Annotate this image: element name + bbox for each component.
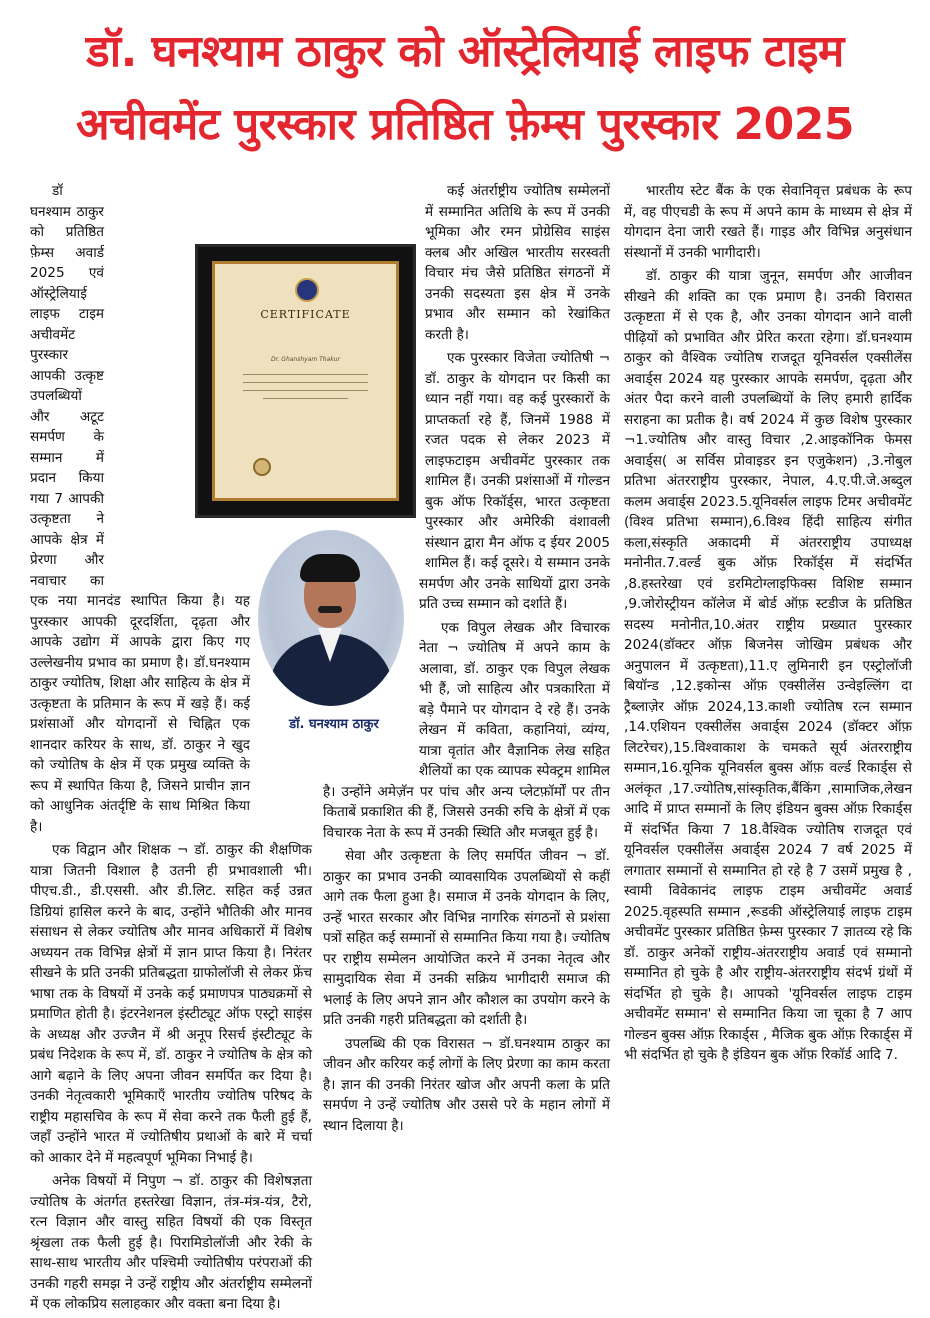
article-column-3 bbox=[624, 181, 912, 1069]
paragraph: अनेक विषयों में निपुण ¬ डॉ. ठाकुर की विशेषज्ञता ज्योतिष के अंतर्गत हस्तरेखा विज्ञान, तंत्र-मंत्र-यंत्र, टैरो, रत्न विज्ञान और वास्तु सहित विषयों की एक विस्तृत श्रृंखला तक फैली हुई है। पिरामिडोलॉजी और रेकी के साथ-साथ भारतीय और पश्चिमी ज्योतिषीय परंपराओं की उनकी गहरी समझ ने उन्हें राष्ट्रीय और अंतर्राष्ट्रीय सम्मेलनों में एक लोकप्रिय सलाहकार और वक्ता बना दिया है। bbox=[30, 1173, 312, 1312]
paragraph: एक विपुल लेखक और विचारक नेता ¬ ज्योतिष में अपने काम के अलावा, डॉ. ठाकुर एक विपुल लेखक भी हैं, जो साहित्य और पत्रकारिता में बड़े पैमाने पर योगदान दे रहे हैं। उनके लेखन में कविता, कहानियां, व्यंग्य, यात्रा वृतांत और वैज्ञानिक लेख सहित शैलियों का एक व्यापक स्पेक्ट्रम शामिल है। उन्होंने अमेज़ॅन पर पांच और अन्य प्लेटफ़ॉर्मों पर तीन किताबें प्रकाशित की हैं, जिससे उनकी रुचि के क्षेत्रों में एक विचारक नेता के रूप में उनकी स्थिति और मजबूत हुई है। bbox=[323, 619, 610, 841]
paragraph: कई अंतर्राष्ट्रीय ज्योतिष सम्मेलनों में सम्मानित अतिथि के रूप में उनकी भूमिका और रमन प्रोग्रेसिव साइंस क्लब और अखिल भारतीय सरस्वती विचार मंच जैसे प्रतिष्ठित संगठनों में उनकी सदस्यता इस क्षेत्र में उनके प्रभाव और सम्मान को रेखांकित करती है। bbox=[425, 183, 610, 343]
headline-line-1: डॉ. घनश्याम ठाकुर को ऑस्ट्रेलियाई लाइफ टाइम bbox=[86, 26, 844, 77]
paragraph: डॉ. ठाकुर की यात्रा जुनून, समर्पण और आजीवन सीखने की शक्ति का एक प्रमाण है। उनकी विरासत उत्कृष्टता में से एक है, और उनका योगदान आने वाली पीढ़ियों को प्रभावित और प्रेरित करता रहेगा। डॉ.घनश्याम ठाकुर को वैश्विक ज्योतिष राजदूत यूनिवर्सल एक्सीलेंस अवार्ड्स 2024 यह पुरस्कार आपके समर्पण, दृढ़ता और अंतर पैदा करने वाली उपलब्धियों के लिए हमारी हार्दिक सराहना का प्रतीक है। वर्ष 2024 में कुछ विशेष पुरस्कार ¬1.ज्योतिष और वास्तु विचार ,2.आइकॉनिक फेमस अवार्ड्स( अ सर्विस प्रोवाइडर इन एजुकेशन) ,3.नोबुल प्रतिभा अंतरराष्ट्रीय पुरस्कार, नेपाल, 4.ए.पी.जे.अब्दुल कलम अवार्ड्स 2023.5.यूनिवर्सल लाइफ टिमर अचीवमेंट (विश्व प्रतिभा सम्मान),6.विश्व हिंदी साहित्य संगीत कला,संस्कृति अकादमी में अंतरराष्ट्रीय उपाध्यक्ष मनोनीत.7.वर्ल्ड बुक ऑफ़ रिकॉर्ड्स में संदर्भित ,8.हस्तरेखा एवं डरमिटोग्लाइफिक्स विशिष्ट सम्मान ,9.जोरोस्ट्रीयन कॉलेज में बोर्ड ऑफ़ स्टडीज के प्रतिष्ठित सदस्य मनोनीत,10.अंतर राष्ट्रीय प्रख्यात पुरस्कार 2024(डॉक्टर ऑफ़ बिजनेस जोखिम प्रबंधक और अनुपालन में उत्कृष्टता),11.ए लुमिनारी इन एस्ट्रोलॉजी बियॉन्ड ,12.इकोन्स ऑफ़ एक्सीलेंस उन्वेइल्लिंग दा ट्रैब्लाज़ेर ऑफ़ 2024,13.काशी ज्योतिष रत्न सम्मान ,14.एशियन एक्सीलेंस अवार्ड्स 2024 (डॉक्टर ऑफ़ लिटरेचर),15.विश्वाकाश के चमकते सूर्य अंतरराष्ट्रीय सम्मान,16.यूनिक यूनिवर्सल बुक्स ऑफ़ वर्ल्ड रिकार्ड्स से अलंकृत ,17.ज्योतिष,सांस्कृतिक,बैंकिंग ,सामाजिक,लेखन आदि में प्राप्त सम्मानों के लिए इंडियन बुक्स ऑफ़ रिकार्ड्स में संदर्भित किया 7 18.वैश्विक ज्योतिष राजदूत एवं यूनिवर्सल एक्सीलेंस अवार्ड्स 2024 7 वर्ष 2025 में लगातार सम्मानों से सम्मानित हो रहे है 7 उसमें प्रमुख है , स्वामी विवेकानंद लाइफ टाइम अचीवमेंट अवार्ड 2025.वृहस्पति सम्मान ,रूडकी ऑस्ट्रेलियाई लाइफ टाइम अचीवमेंट पुरस्कार प्रतिष्ठित फ़ेम्स पुरस्कार 7 ज्ञातव्य रहे कि डॉ. ठाकुर अनेकों राष्ट्रीय-अंतरराष्ट्रीय अवार्ड एवं सम्मानो सम्मानित हो चुके है और राष्ट्रीय-अंतरराष्ट्रीय संदर्भ ग्रंथों में संदर्भित हो चुके है। आपको 'यूनिवर्सल लाइफ टाइम अचीवमेंट सम्मान' से सम्मानित किया जा चूका है 7 आप गोल्डन बुक्स ऑफ़ रिकार्ड्स , मैजिक बुक ऑफ़ रिकार्ड्स में भी संदर्भित हो चुके है इंडियन बुक ऑफ़ रिकॉर्ड आदि 7. bbox=[624, 268, 912, 1063]
article-column-2 bbox=[323, 181, 610, 1139]
paragraph: एक पुरस्कार विजेता ज्योतिषी ¬ डॉ. ठाकुर के योगदान पर किसी का ध्यान नहीं गया। वह कई पुरस्कारों के प्राप्तकर्ता रहे हैं, जिनमें 1988 में रजत पदक से लेकर 2023 में लाइफटाइम अचीवमेंट पुरस्कार तक शामिल हैं। उनकी प्रशंसाओं में गोल्डन बुक ऑफ रिकॉर्ड्स, भारत उत्कृष्टता पुरस्कार और अमेरिकी वंशावली संस्थान द्वारा मैन ऑफ द ईयर 2005 शामिल हैं। कई दूसरे। ये सम्मान उनके समर्पण और उनके साथियों द्वारा उनके प्रति उच्च सम्मान को दर्शाते हैं। bbox=[419, 350, 610, 612]
paragraph: भारतीय स्टेट बैंक के एक सेवानिवृत्त प्रबंधक के रूप में, वह पीएचडी के रूप में अपने काम के माध्यम से क्षेत्र में योगदान देना जारी रखते हैं। गाइड और विभिन्न अनुसंधान संस्थानों में उनकी भागीदारी। bbox=[624, 183, 912, 261]
photo-caption: डॉ. घनश्याम ठाकुर bbox=[289, 717, 379, 732]
certificate-title: CERTIFICATE bbox=[260, 308, 351, 321]
article-column-1 bbox=[30, 181, 312, 1318]
headline-line-2: अचीवमेंट पुरस्कार प्रतिष्ठित फ़ेम्स पुरस्कार 2025 bbox=[76, 99, 854, 150]
paragraph: उपलब्धि की एक विरासत ¬ डॉ.घनश्याम ठाकुर का जीवन और करियर कई लोगों के लिए प्रेरणा का काम करता है। ज्ञान की उनकी निरंतर खोज और अपनी कला के प्रति समर्पण ने उन्हें ज्योतिष और उससे परे के महान लोगों में स्थान दिलाया है। bbox=[323, 1035, 610, 1134]
headline bbox=[0, 0, 930, 178]
paragraph: एक विद्वान और शिक्षक ¬ डॉ. ठाकुर की शैक्षणिक यात्रा जितनी विशाल है उतनी ही प्रभावशाली भी। पीएच.डी., डी.एससी. और डी.लिट. सहित कई उन्नत डिग्रियां हासिल करने के बाद, उन्होंने भौतिकी और मानव संसाधन से लेकर ज्योतिष और मानव अधिकारों में विशेष अध्ययन तक विभिन्न क्षेत्रों में ज्ञान प्राप्त किया है। निरंतर सीखने के प्रति उनकी प्रतिबद्धता ग्राफोलॉजी से लेकर फ्रेंच भाषा तक के विषयों में उनके कई प्रमाणपत्र पाठ्यक्रमों से प्रमाणित होती है। इंटरनेशनल इंस्टीट्यूट ऑफ एस्ट्रो साइंस के अध्यक्ष और उज्जैन में श्री अनूप रिसर्च इंस्टीट्यूट के प्रबंध निदेशक के रूप में, डॉ. ठाकुर ने ज्योतिष के क्षेत्र को आगे बढ़ाने के लिए अपना जीवन समर्पित कर दिया है। उनकी नेतृत्वकारी भूमिकाएँ भारतीय ज्योतिष परिषद के राष्ट्रीय महासचिव के रूप में सेवा करने तक फैली हुई हैं, जहाँ उन्होंने भारत में ज्योतिषीय प्रथाओं के बारे में चर्चा को आकार देने में महत्वपूर्ण भूमिका निभाई है। bbox=[30, 842, 312, 1166]
certificate-recipient: Dr. Ghanshyam Thakur bbox=[270, 356, 341, 363]
paragraph: सेवा और उत्कृष्टता के लिए समर्पित जीवन ¬ डॉ. ठाकुर का प्रभाव उनकी व्यावसायिक उपलब्धियों से कहीं आगे तक फैला हुआ है। समाज में उनके योगदान के लिए, उन्हें भारत सरकार और विभिन्न नागरिक संगठनों से प्रशंसा पत्रों सहित कई सम्मानों से सम्मानित किया गया है। ज्योतिष पर राष्ट्रीय सम्मेलन आयोजित करने में उनका नेतृत्व और सामुदायिक सेवा में उनकी सक्रिय भागीदारी समाज की भलाई के लिए अपने ज्ञान और कौशल का उपयोग करने के प्रति उनकी गहरी प्रतिबद्धता को दर्शाती है। bbox=[323, 848, 610, 1028]
paragraph: डॉ घनश्याम ठाकुर को प्रतिष्ठित फ़ेम्स अवार्ड 2025 एवं ऑस्ट्रेलियाई लाइफ टाइम अचीवमेंट पुरस्कार आपकी उत्कृष्ट उपलब्धियों और अटूट समर्पण के सम्मान में प्रदान किया गया 7 आपकी उत्कृष्टता ने आपके क्षेत्र में प्रेरणा और नवाचार का एक नया मानदंड स्थापित किया है। यह पुरस्कार आपकी दूरदर्शिता, दृढ़ता और आपके उद्योग में आपके द्वारा किए गए उल्लेखनीय प्रभाव का प्रमाण है। डॉ.घनश्याम ठाकुर ज्योतिष, शिक्षा और साहित्य के क्षेत्र में उत्कृष्टता के प्रतिमान के रूप में खड़े हैं। कई प्रशंसाओं और योगदानों से चिह्नित एक शानदार करियर के साथ, डॉ. ठाकुर ने खुद को ज्योतिष के क्षेत्र में एक प्रमुख व्यक्ति के रूप में स्थापित किया है, जिसने प्राचीन ज्ञान को आधुनिक अंतर्दृष्टि के साथ मिश्रित किया है। bbox=[30, 183, 250, 835]
